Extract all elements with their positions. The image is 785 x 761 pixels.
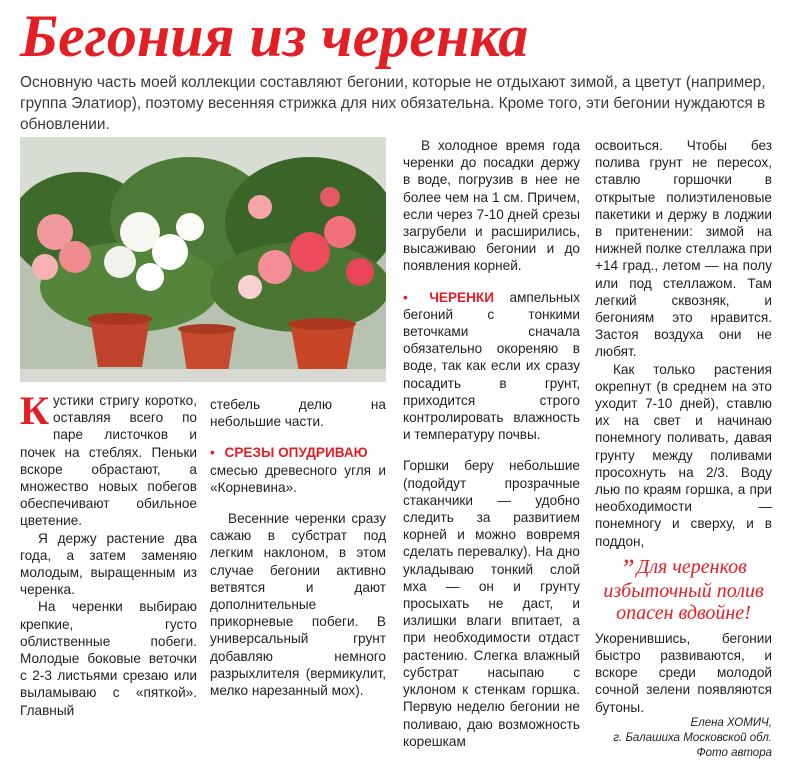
photo-credit: Фото автора bbox=[696, 746, 772, 759]
column-2-paragraph-2: Весенние черенки сразу сажаю в субстрат под легким наклоном, в этом случае бегонии активно ветвятся и дают дополнительные прикорневые побеги. В универсальный грунт добавляю немного разрыхлителя (вермикулит, мелко нарезанный мох). bbox=[210, 511, 386, 699]
column-2-bullet bbox=[210, 444, 386, 496]
author-city: г. Балашиха Московской обл. bbox=[613, 731, 772, 744]
column-3 bbox=[403, 137, 580, 750]
column-3-paragraph-2: Горшки беру небольшие (подойдут прозрачные стаканчики — удобно следить за развитием корней и можно вовремя сделать перевалку). На дно укладываю тонкий слой мха — он и грунту просыхать не даст, и излишки влаги впитает, а при необходимости отдаст растению. Слегка влажный субстрат насыпаю с уклоном к стенкам горшка. Первую неделю бегонии не поливаю, даю возможность корешкам bbox=[403, 458, 580, 749]
begonia-photo bbox=[20, 137, 386, 382]
drop-cap: К bbox=[20, 388, 50, 433]
intro-text: Основную часть моей коллекции составляют бегонии, которые не отдыхают зимой, а цветут (например, группа Элатиор), поэтому весенняя стрижка для них обязательна. Кроме того, эти бегонии нуждаются в обновлении. bbox=[20, 74, 766, 133]
column-3-paragraph-1: В холодное время года черенки до посадки держу в воде, погрузив в нее не более чем на 1 см. Причем, если через 7-10 дней срезы загрубели и расширились, высаживаю бегонии и до появления корней. bbox=[403, 138, 580, 274]
column-2 bbox=[210, 396, 386, 699]
column-1-paragraph-1 bbox=[20, 388, 197, 530]
pull-quote-text: Для черенков избыточный полив опасен вдвойне! bbox=[603, 555, 764, 624]
pull-quote bbox=[595, 553, 772, 624]
bullet-text: ампельных бегоний с тонкими веточками сначала обязательно окореняю в воде, так как если их сразу посадить в грунт, приходится строго контролировать влажность и температуру почвы. bbox=[403, 289, 580, 443]
column-2-paragraph-1: стебель делю на небольшие части. bbox=[210, 397, 386, 430]
column-1-paragraph-2: Я держу растение два года, а затем заменяю молодым, выращенным из черенка. bbox=[20, 530, 197, 598]
column-1-text-1: устики стригу коротко, оставляя всего по паре листочков и почек на стеблях. Пеньки вскоре обрастают, а множество новых побегов обеспечивают обильное цветение. bbox=[20, 393, 197, 529]
article-intro bbox=[20, 72, 772, 135]
bullet-heading: СРЕЗЫ ОПУДРИВАЮ bbox=[224, 445, 368, 461]
column-4 bbox=[595, 137, 772, 761]
column-3-bullet bbox=[403, 289, 580, 444]
article-title: Бегония из черенка bbox=[20, 3, 529, 69]
bullet-text: смесью древесного угля и «Корневина». bbox=[210, 462, 386, 495]
column-4-paragraph-1: освоиться. Чтобы без полива грунт не пересох, ставлю горшочки в открытые полиэтиленовые пакетики и держу в лоджии в притенении: зимой на нижней полке стеллажа при +14 град., летом — на полу или под стеллажом. Там легкий сквозняк, и бегониям это нравится. Застоя воздуха они не любят. bbox=[595, 138, 772, 360]
column-1-paragraph-3: На черенки выбираю крепкие, густо облиственные побеги. Молодые боковые веточки с 2-3 листьями срезаю или выламываю с «пяткой». Главный bbox=[20, 599, 197, 718]
column-4-paragraph-3: Укоренившись, бегонии быстро развиваются, и вскоре среди молодой сочной зелени появляются бутоны. bbox=[595, 630, 772, 715]
quote-mark-icon: ” bbox=[620, 553, 635, 583]
begonia-photo-illustration bbox=[20, 137, 386, 382]
bullet-heading: ЧЕРЕНКИ bbox=[429, 289, 494, 305]
column-1 bbox=[20, 388, 197, 719]
author-name: Елена ХОМИЧ, bbox=[690, 716, 772, 729]
column-4-paragraph-2: Как только растения окрепнут (в среднем на это уходит 7-10 дней), ставлю их на свет и начинаю понемногу поливать, давая грунту между поливами просохнуть на 2/3. Воду лью по краям горшка, а при необходимости — понемногу и сверху, и в поддон, bbox=[595, 361, 772, 549]
